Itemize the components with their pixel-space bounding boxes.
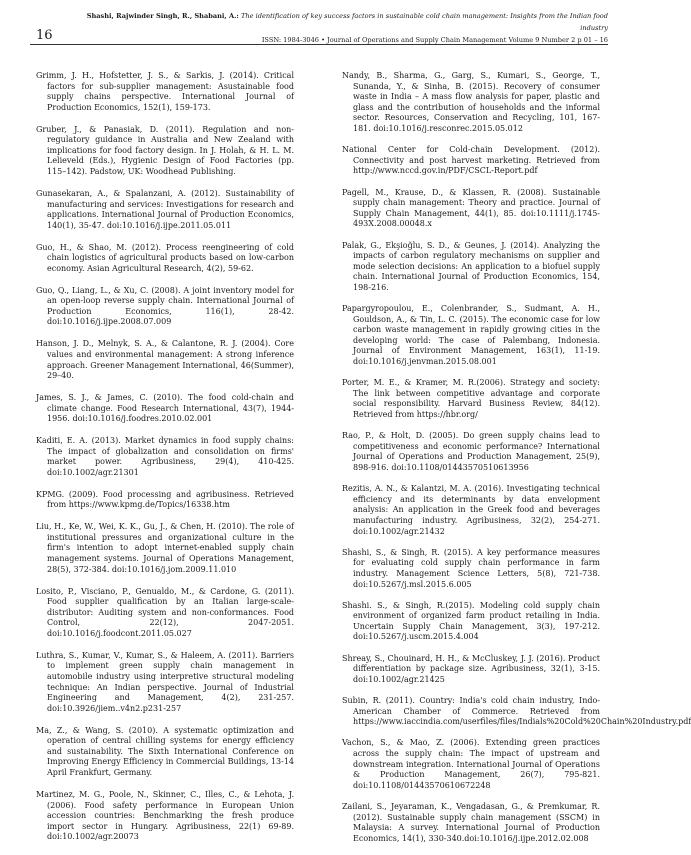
- reference-entry: Kaditi, E. A. (2013). Market dynamics in food supply chains: The impact of globalization and consolidation on firms' market power. Agribusiness, 29(4), 410-425. doi:10.1002/agr.21301: [36, 436, 294, 477]
- reference-entry: KPMG. (2009). Food processing and agribusiness. Retrieved from https://www.kpmg.de/Topics/16338.htm: [36, 489, 294, 510]
- reference-entry: Gruber, J., & Panasiak, D. (2011). Regulation and non-regulatory guidance in Australia and New Zealand with implications for food factory design. In J. Holah, & H. L. M. Lelieveld (Eds.), Hygienic Design of Food Factories (pp. 115–142). Padstow, UK: Woodhead Publishing.: [36, 124, 294, 177]
- reference-entry: Porter, M. E., & Kramer, M. R.(2006). Strategy and society: The link between competitive advantage and corporate social responsibility. Harvard Business Review, 84(12). Retrieved from https://hbr.org/: [342, 378, 600, 419]
- reference-entry: Rezitis, A. N., & Kalantzi, M. A. (2016). Investigating technical efficiency and its determinants by data envelopment analysis: An application in the Greek food and beverages manufacturing industry. Agribusiness, 32(2), 254-271. doi:10.1002/agr.21432: [342, 484, 600, 536]
- reference-entry: Vachon, S., & Mao, Z. (2006). Extending green practices across the supply chain: The impact of upstream and downstream integration. International Journal of Operations & Production Management, 26(7), 795-821. doi:10.1108/01443570610672248: [342, 738, 600, 790]
- running-header: [60, 10, 608, 46]
- reference-entry: Nandy, B., Sharma, G., Garg, S., Kumari, S., George, T., Sunanda, Y., & Sinha, B. (2015). Recovery of consumer waste in India – A mass flow analysis for paper, plastic and glass and the contribution of households and the informal sector. Resources, Conservation and Recycling, 101, 167-181. doi:10.1016/j.resconrec.2015.05.012: [342, 71, 600, 133]
- reference-entry: Shreay, S., Chouinard, H. H., & McCluskey, J. J. (2016). Product differentiation by package size. Agribusiness, 32(1), 3-15. doi:10.1002/agr.21425: [342, 653, 600, 684]
- reference-entry: Shashi, S., & Singh, R. (2015). A key performance measures for evaluating cold supply chain performance in farm industry. Management Science Letters, 5(8), 721-738. doi:10.5267/j.msl.2015.6.005: [342, 547, 600, 589]
- reference-entry: Luthra, S., Kumar, V., Kumar, S., & Haleem, A. (2011). Barriers to implement green supply chain management in automobile industry using interpretive structural modeling technique: An Indian perspective. Journal of Industrial Engineering and Management, 4(2), 231-257. doi:10.3926/jiem..v4n2.p231-257: [36, 650, 294, 713]
- reference-entry: Gunasekaran, A., & Spalanzani, A. (2012). Sustainability of manufacturing and services: Investigations for research and applications. International Journal of Production Economics, 140(1), 35-47. doi:10.1016/j.ijpe.2011.05.011: [36, 188, 294, 230]
- reference-entry: Papargyropoulou, E., Colenbrander, S., Sudmant, A. H., Gouldson, A., & Tin, L. C. (2015). The economic case for low carbon waste management in rapidly growing cities in the developing world: The case of Palembang, Indonesia. Journal of Environment Management, 163(1), 11-19. doi:10.1016/j.jenvman.2015.08.001: [342, 304, 600, 367]
- reference-entry: Hanson, J. D., Melnyk, S. A., & Calantone, R. J. (2004). Core values and environmental management: A strong inference approach. Greener Management International, 46(Summer), 29–40.: [36, 339, 294, 381]
- header-journal: ISSN: 1984-3046 • Journal of Operations and Supply Chain Management Volume 9 Number 2 p 01 – 16: [261, 36, 608, 44]
- reference-entry: Shashi. S., & Singh, R.(2015). Modeling cold supply chain environment of organized farm product retailing in India. Uncertain Supply Chain Management, 3(3), 197-212. doi:10.5267/j.uscm.2015.4.004: [342, 600, 600, 642]
- reference-entry: Losito, P., Visciano, P., Genualdo, M., & Cardone, G. (2011). Food supplier qualification by an Italian large-scale-distributor: Auditing system and non-conformances. Food Control, 22(12), 2047-2051. doi:10.1016/j.foodcont.2011.05.027: [36, 586, 294, 638]
- reference-entry: Grimm, J. H., Hofstetter, J. S., & Sarkis, J. (2014). Critical factors for sub-supplier management: Asustainable food supply chains perspective. International Journal of Production Economics, 152(1), 159-173.: [36, 71, 294, 112]
- reference-entry: James, S. J., & James, C. (2010). The food cold-chain and climate change. Food Research International, 43(7), 1944-1956. doi:10.1016/j.foodres.2010.02.001: [36, 393, 294, 424]
- header-divider: [30, 44, 608, 45]
- reference-entry: Martinez, M. G., Poole, N., Skinner, C., Illes, C., & Lehota, J. (2006). Food safety performance in European Union accession countries: Benchmarking the fresh produce import sector in Hungary. Agribusiness, 22(1) 69-89. doi:10.1002/agr.20073: [36, 789, 294, 842]
- references-left-column: [36, 71, 294, 854]
- reference-entry: Guo, H., & Shao, M. (2012). Process reengineering of cold chain logistics of agricultural products based on low-carbon economy. Asian Agricultural Research, 4(2), 59-62.: [36, 242, 294, 273]
- reference-entry: Guo, Q., Liang, L., & Xu, C. (2008). A joint inventory model for an open-loop reverse supply chain. International Journal of Production Economics, 116(1), 28-42. doi:10.1016/j.ijpe.2008.07.009: [36, 285, 294, 327]
- reference-entry: Subin, R. (2011). Country: India's cold chain industry, Indo-American Chamber of Commerce. Retrieved from https://www.iaccindia.com/userfiles/files/Indials%20Cold%20Chain%20Industry.pdf: [342, 696, 691, 727]
- reference-entry: Liu, H., Ke, W., Wei, K. K., Gu, J., & Chen, H. (2010). The role of institutional pressures and organizational culture in the firm's intention to adopt internet-enabled supply chain management systems. Journal of Operations Management, 28(5), 372-384. doi:10.1016/j.jom.2009.11.010: [36, 522, 294, 574]
- reference-entry: Palak, G., Ekşioğlu, S. D., & Geunes, J. (2014). Analyzing the impacts of carbon regulatory mechanisms on supplier and mode selection decisions: An application to a biofuel supply chain. International Journal of Production Economics, 154, 198-216.: [342, 240, 600, 292]
- reference-entry: Zailani, S., Jeyaraman, K., Vengadasan, G., & Premkumar, R. (2012). Sustainable supply chain management (SSCM) in Malaysia: A survey. International Journal of Production Economics, 14(1), 330-340.doi:10.1016/j.ijpe.2012.02.008: [342, 801, 600, 843]
- references-right-column: [342, 71, 691, 855]
- reference-entry: Pagell, M., Krause, D., & Klassen, R. (2008). Sustainable supply chain management: Theory and practice. Journal of Supply Chain Management, 44(1), 85. doi:10.1111/j.1745-493X.2008.00048.x: [342, 187, 600, 229]
- header-citation: [60, 10, 608, 34]
- header-title: The identification of key success factors in sustainable cold chain management: Insights from the Indian food industry: [240, 12, 608, 32]
- reference-entry: Rao, P., & Holt, D. (2005). Do green supply chains lead to competitiveness and economic performance? International Journal of Operations and Production Management, 25(9), 898-916. doi:10.1108/01443570510613956: [342, 431, 600, 472]
- page-number: 16: [36, 28, 53, 43]
- reference-entry: National Center for Cold-chain Development. (2012). Connectivity and post harvest marketing. Retrieved from http://www.nccd.gov.in/PDF/CSCL-Report.pdf: [342, 145, 600, 176]
- header-authors: Shashi, Rajwinder Singh, R., Shabani, A.:: [86, 12, 239, 20]
- reference-entry: Ma, Z., & Wang, S. (2010). A systematic optimization and operation of central chilling systems for energy efficiency and sustainability. The Sixth International Conference on Improving Energy Efficiency in Commercial Buildings, 13-14 April Frankfurt, Germany.: [36, 725, 294, 778]
